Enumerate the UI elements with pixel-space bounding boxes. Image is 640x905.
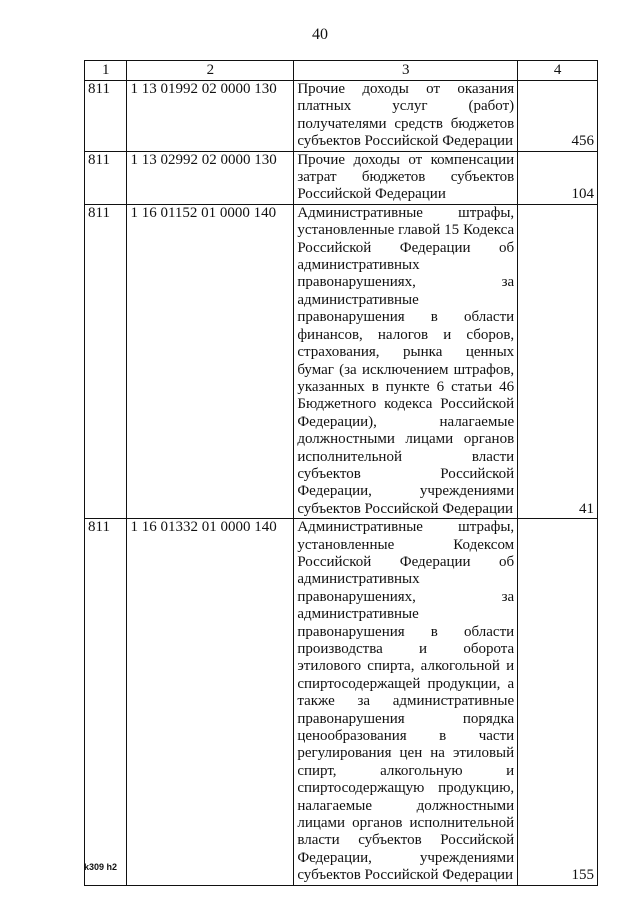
budget-code-cell: 1 16 01332 01 0000 140: [127, 519, 294, 886]
column-header-4: 4: [518, 61, 598, 81]
admin-code-cell: 811: [85, 204, 127, 518]
budget-code-cell: 1 16 01152 01 0000 140: [127, 204, 294, 518]
description-cell: Административные штрафы, установленные главой 15 Кодекса Российской Федерации об административных правонарушениях, за административные правонарушения в области финансов, налогов и сборов, страхования, рынка ценных бумаг (за исключением штрафов, указанных в пункте 6 статьи 46 Бюджетного кодекса Российской Федерации), налагаемые должностными лицами органов исполнительной власти субъектов Российской Федерации, учреждениями субъектов Российской Федерации: [294, 204, 518, 518]
description-cell: Административные штрафы, установленные Кодексом Российской Федерации об административных правонарушениях, за административные правонарушения в области производства и оборота этилового спирта, алкогольной и спиртосодержащей продукции, а также за административные правонарушения порядка ценообразования в части регулирования цен на этиловый спирт, алкогольную и спиртосодержащую продукцию, налагаемые должностными лицами органов исполнительной власти субъектов Российской Федерации, учреждениями субъектов Российской Федерации: [294, 519, 518, 886]
description-cell: Прочие доходы от компенсации затрат бюджетов субъектов Российской Федерации: [294, 151, 518, 204]
column-header-1: 1: [85, 61, 127, 81]
admin-code-cell: 811: [85, 519, 127, 886]
table-row: [85, 204, 598, 518]
footer-document-code: k309 h2: [84, 862, 118, 872]
admin-code-cell: 811: [85, 151, 127, 204]
amount-cell: 155: [518, 519, 598, 886]
admin-code-cell: 811: [85, 81, 127, 152]
column-header-3: 3: [294, 61, 518, 81]
budget-code-cell: 1 13 02992 02 0000 130: [127, 151, 294, 204]
page-number: 40: [312, 26, 328, 43]
table-row: [85, 151, 598, 204]
table-header-row: [85, 61, 598, 81]
amount-cell: 41: [518, 204, 598, 518]
amount-cell: 104: [518, 151, 598, 204]
table-row: [85, 81, 598, 152]
column-header-2: 2: [127, 61, 294, 81]
budget-code-cell: 1 13 01992 02 0000 130: [127, 81, 294, 152]
amount-cell: 456: [518, 81, 598, 152]
revenue-table: [84, 60, 598, 886]
table-row: [85, 519, 598, 886]
description-cell: Прочие доходы от оказания платных услуг (работ) получателями средств бюджетов субъектов Российской Федерации: [294, 81, 518, 152]
